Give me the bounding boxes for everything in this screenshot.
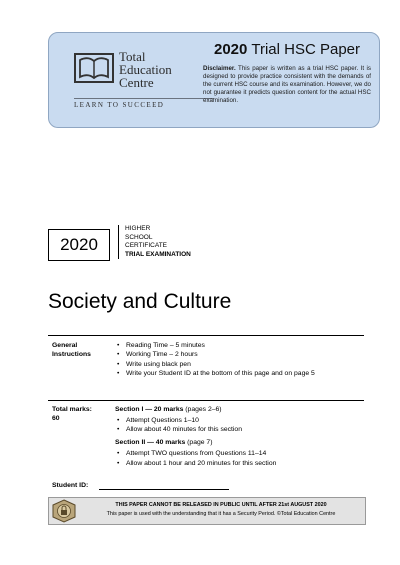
general-instructions-label [52, 341, 108, 359]
section-1-pages: (pages 2–6) [185, 406, 222, 413]
student-id-field[interactable] [99, 489, 229, 490]
list-item: • Write using black pen [115, 360, 365, 369]
security-footer [48, 497, 366, 525]
tec-logo [71, 46, 191, 112]
footer-security-note: This paper is used with the understanding that it has a Security Period. ©Total Education Centre [106, 511, 336, 517]
cert-line-2: SCHOOL [125, 233, 153, 241]
logo-wordmark [119, 50, 199, 89]
list-item: • Allow about 40 minutes for this section [115, 425, 365, 434]
header-banner [48, 32, 380, 128]
banner-info [203, 41, 371, 105]
section-1-title: Section I — 20 marks [115, 406, 184, 413]
sections-info [115, 405, 365, 468]
list-item: • Attempt Questions 1–10 [115, 416, 365, 425]
list-item: • Attempt TWO questions from Questions 11–14 [115, 449, 365, 458]
general-instructions [115, 341, 365, 379]
disclaimer-label: Disclaimer. [203, 65, 236, 72]
label-instructions: Instructions [52, 351, 91, 358]
section-2-list [115, 449, 365, 467]
certificate-block [118, 225, 191, 259]
divider-marks [48, 400, 364, 401]
list-item: • Allow about 1 hour and 20 minutes for this section [115, 459, 365, 468]
cert-line-1: HIGHER [125, 225, 151, 232]
paper-year: 2020 [213, 41, 248, 58]
section-2-heading [115, 438, 365, 447]
logo-line-1: Total [119, 49, 146, 64]
exam-year-box: 2020 [48, 229, 110, 261]
section-1-heading [115, 405, 365, 414]
open-book-icon [71, 52, 117, 86]
logo-line-3: Centre [119, 75, 154, 90]
paper-title-rest: Trial HSC Paper [251, 41, 360, 58]
list-item: • Working Time – 2 hours [115, 350, 365, 359]
footer-release-notice: THIS PAPER CANNOT BE RELEASED IN PUBLIC UNTIL AFTER 21st AUGUST 2020 [115, 502, 327, 508]
disclaimer [203, 65, 371, 105]
cert-line-3: CERTIFICATE [125, 242, 168, 250]
instructions-list [115, 341, 365, 378]
divider-top [48, 335, 364, 336]
logo-line-2: Education [119, 62, 172, 77]
list-item: • Write your Student ID at the bottom of this page and on page 5 [115, 369, 365, 378]
section-2-pages: (page 7) [187, 439, 213, 447]
section-2-title: Section II — 40 marks [115, 439, 186, 447]
paper-title [203, 41, 371, 58]
total-marks-value: 60 [52, 415, 60, 422]
disclaimer-text: This paper is written as a trial HSC paper. It is designed to provide practice consistent with the demands of the current HSC course and its examination. However, we do not guarantee it predicts question content for the actual HSC examination. [203, 65, 371, 105]
section-1-list [115, 416, 365, 434]
student-id-label: Student ID: [52, 482, 89, 489]
total-marks-label-block [52, 405, 108, 423]
total-marks-label: Total marks: [52, 406, 92, 413]
label-general: General [52, 342, 78, 349]
logo-tagline: LEARN TO SUCCEED [74, 98, 214, 109]
list-item: • Reading Time – 5 minutes [115, 341, 365, 350]
footer-text [81, 501, 361, 519]
subject-title: Society and Culture [48, 290, 232, 313]
cert-trial-exam: TRIAL EXAMINATION [125, 250, 191, 258]
security-seal-icon [51, 499, 77, 523]
